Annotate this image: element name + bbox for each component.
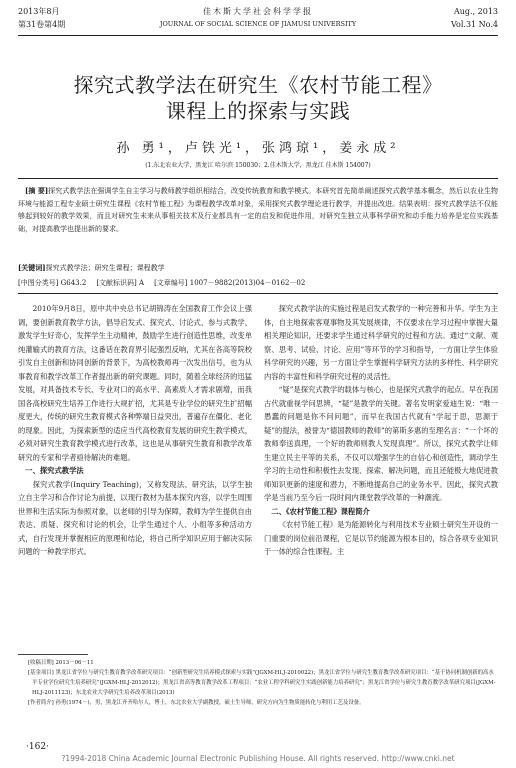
author-affiliation: (1.东北农业大学，黑龙江 哈尔滨 150030；2.佳木斯大学，黑龙江 佳木斯 154007) <box>145 162 371 169</box>
body-left-column <box>18 302 252 559</box>
keywords <box>18 262 498 274</box>
keywords-label: [关键词] <box>18 263 46 272</box>
footnotes <box>18 658 498 708</box>
header-volume-en: Vol.31 No.4 <box>451 20 498 29</box>
header-journal-cn: 佳木斯大学社会科学学报 <box>203 7 313 16</box>
classification-meta <box>18 278 498 288</box>
body-paragraph: 2010年9月8日，原中共中央总书记胡锦涛在全国教育工作会议上强调，要创新教育教学方法，倡导启发式、探究式、讨论式、参与式教学，激发学生好奇心，发挥学生主动精神，鼓励学生进行创造性思维，改变单纯灌输式的教育方法，这番话在教育界引起强烈反响，尤其在各高等院校引发自主创新和协同创新的背景下，为高校教师再一次发出信号，也为从事教育和教学改革工作者提出新的研究课题。同时，随着全球经济的迅猛发展，对具备技术专长、专业对口的高水平、高素质人才需求剧增，而我国各高校研究生培养工作进行大规扩招，尤其是专业学位的研究生扩招幅度更大，传统的研究生教育模式各种弊端日益突出，普遍存在僵化、老化的现象。因此，为探索新型的适应当代高校教育发展的研究生教学模式，必须对研究生教育教学模式进行改革，这也是从事研究生教育和教学改革研究的专家和学者亟待解决的难题。 <box>18 304 252 462</box>
header-date-en: Aug., 2013 <box>453 7 498 16</box>
section-heading-1: 一、探究式教学法 <box>25 466 84 475</box>
header-volume: 第31卷第4期 <box>18 20 66 29</box>
clc-number: [中图分类号] G643.2 <box>18 279 87 287</box>
abstract <box>18 185 498 235</box>
footnote-fund: [基金项目] 黑龙江省学位与研究生教育教学改革研究项目：“创新型研究生培养模式探索与实践”(JGXM-HLJ-2010022)；黑龙江省学位与研究生教育教学改革研究项目：“基于协同机制创新的高水平专业学位研究生培养研究”(JGXM-HLJ-2012012)；黑龙江省高等教育教学改革工程项目：“农业工程学科研究生实践创新能力培养研究”；黑龙江省学位与研究生教育教学改革研究项目(JGXM-HLJ-2011123)；东北农业大学研究生培养改革项目(2013) <box>28 670 496 696</box>
body-right-column <box>264 302 498 559</box>
page-number: ·162· <box>26 742 49 752</box>
body-paragraph: 探究式教学法的实施过程是启发式教学的一种完善和升华。学生为主体，自主地探索客观事物及其发展规律，不仅要求在学习过程中掌握大量相关理论知识，还要求学生通过科学研究的过程和方法。通过“文献、观察、思考、试验、讨论、应用”等环节的学习和指导，一方面让学生体验科学研究的兴趣，另一方面让学生掌握科学研究方法的多样性、科学研究内容的丰富性和科学研究过程的灵活性。 <box>264 304 498 381</box>
paper-title-line-2: 课程上的探索与实践 <box>165 99 351 123</box>
section-heading-2: 二、《农村节能工程》课程简介 <box>271 506 370 516</box>
doc-code: [文献标识码] A <box>96 279 145 287</box>
body-paragraph: “疑”是探究式教学的载体与核心，也是探究式教学的起点。早在我国古代就重视学问思辨，“疑”是教学的关键。著名发明家爱迪生说：“唯一愚蠢的问题是你不问问题”，而早在我国古代就有“学起于思，思源于疑”的提法，被誉为“德国教师的教师”的第斯多惠的至理名言：“一个坏的教师奉送真理，一个好的教师则教人发现真理”。所以，探究式教学让师生建立民主平等的关系，不仅可以增强学生的自信心和创造性，调动学生学习的主动性和积极性去发现、探索、解决问题，而且还能极大地促进教师知识更新的速度和潜力，不断地提高自己的业务水平。因此，探究式教学是当前乃至今后一段时间内课堂教学改革的一种潮流。 <box>264 385 498 502</box>
cnki-footer: ?1994-2018 China Academic Journal Electronic Publishing House. All rights reserved. http://www.cnki.net <box>61 754 455 763</box>
abstract-text: 探究式教学法在强调学生自主学习与教师教学组织相结合，改变传统教育和教学模式。本研究首先简单阐述探究式教学基本概念，然后以农业生物环境与能源工程专业硕士研究生课程《农村节能工程》为课程教学改革对象，采用探究式教学理论进行教学，并提出改进。结果表明：探究式教学法不仅能够起到较好的教学效果，而且对研究生未来从事相关技术及行业都具有一定的启发和促进作用，对研究生独立从事科学研究和动手能力培养是定位实践基础，对提高教学也提出新的要求。 <box>18 187 499 233</box>
footnote-author: [作者简介] 孙勇(1974－)，男，黑龙江齐齐哈尔人，博士，东北农业大学副教授，硕士生导师，研究方向为生物质能转化与利用工艺及设备。 <box>28 700 365 706</box>
header-rule <box>18 35 498 36</box>
footnote-rule <box>18 654 88 655</box>
header-journal-en: JOURNAL OF SOCIAL SCIENCE OF JIAMUSI UNIVERSITY <box>159 20 357 28</box>
article-number: [文章编号] 1007－9882(2013)04－0162－02 <box>154 279 306 287</box>
abstract-bottom-rule <box>18 293 498 294</box>
keywords-text: 探究式教学法；研究生课程；课程教学 <box>45 264 165 272</box>
footnote-received: [收稿日期] 2013－06－11 <box>28 660 94 666</box>
body-paragraph: 探究式教学(Inquiry Teaching)，又称发现法、研究法，以学生独立自主学习和合作讨论为前提，以现行教材为基本探究内容，以学生周围世界和生活实际为参照对象，以老师的引导为保障，教师为学生提供自由表达、质疑、探究和讨论的机会，让学生通过个人、小组等多种活动方式，自行发现并掌握相应的原理和结论，将自己所学知识应用于解决实际问题的一种教学形式。 <box>18 479 252 556</box>
paper-authors: 孙 勇¹，卢铁光¹，张鸿琼¹，姜永成² <box>116 141 400 156</box>
abstract-top-rule <box>18 178 498 179</box>
paper-title-line-1: 探究式教学法在研究生《农村节能工程》 <box>73 73 443 97</box>
abstract-label: [摘 要] <box>25 186 49 195</box>
body-paragraph: 《农村节能工程》是为能源转化与利用技术专业硕士研究生开设的一门重要的岗位前沿课程，它是以节约能源为根本目的，综合各项专业知识于一体的综合性课程。主 <box>264 520 498 556</box>
header-date: 2013年8月 <box>18 7 60 16</box>
